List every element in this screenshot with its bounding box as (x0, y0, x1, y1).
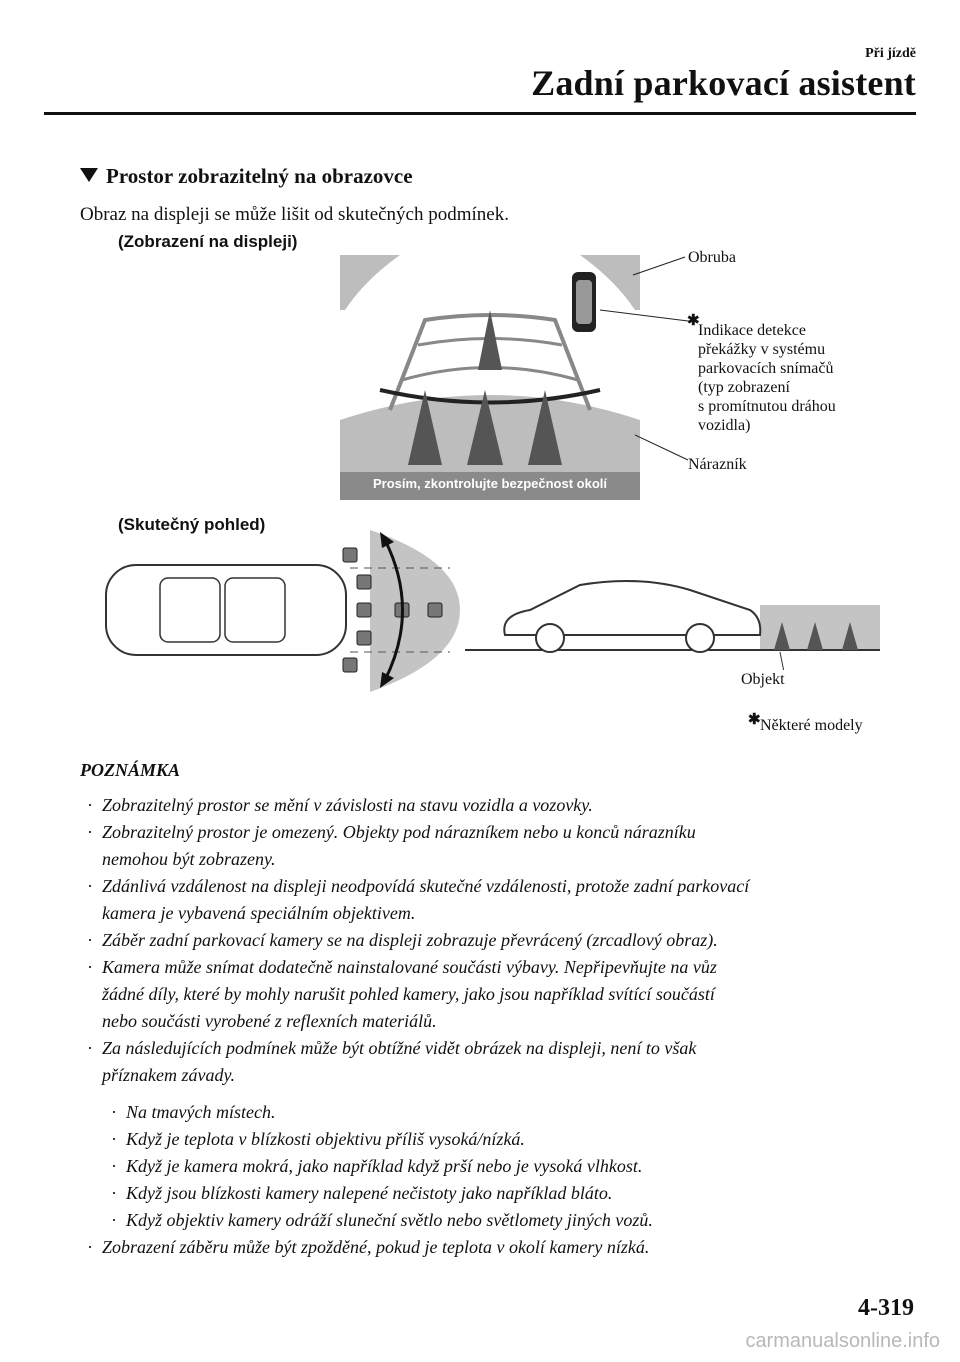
section-heading (80, 164, 413, 189)
side-view-illustration (460, 560, 880, 670)
callout-object: Objekt (741, 671, 785, 688)
watermark: carmanualsonline.info (745, 1330, 940, 1352)
note-sub-item: · Když objektiv kamery odráží sluneční světlo nebo světlomety jiných vozů. (111, 1210, 653, 1230)
note-item: · Za následujících podmínek může být obtížné vidět obrázek na displeji, není to však příznakem závady. (87, 1038, 697, 1085)
chapter-label: Při jízdě (865, 46, 916, 61)
triangle-bullet-icon (80, 168, 98, 182)
note-sub-item: · Když je kamera mokrá, jako například když prší nebo je vysoká vlhkost. (111, 1156, 643, 1176)
note-sub-item: · Když je teplota v blízkosti objektivu příliš vysoká/nízká. (111, 1129, 525, 1149)
actual-view-label: (Skutečný pohled) (118, 515, 266, 534)
callout-bumper: Nárazník (688, 456, 747, 473)
title-divider (44, 112, 916, 115)
note-item: · Zobrazitelný prostor se mění v závislosti na stavu vozidla a vozovky. (87, 795, 593, 815)
callout-curb: Obruba (688, 249, 736, 266)
intro-text: Obraz na displeji se může lišit od skutečných podmínek. (80, 204, 509, 225)
footnote-some-models: Některé modely (760, 717, 863, 734)
callout-indicator: Indikace detekce překážky v systému parkovacích snímačů (typ zobrazení s promítnutou dráhou vozidla) (698, 322, 836, 434)
callout-lines (600, 255, 690, 465)
asterisk-icon: ✱ (687, 313, 700, 329)
note-sub-item: · Když jsou blízkosti kamery nalepené nečistoty jako například bláto. (111, 1183, 613, 1203)
display-screen-illustration (340, 250, 640, 500)
note-item: · Záběr zadní parkovací kamery se na displeji zobrazuje převrácený (zrcadlový obraz). (87, 930, 718, 950)
top-view-illustration (100, 520, 460, 700)
section-heading-text: Prostor zobrazitelný na obrazovce (106, 164, 413, 188)
screen-caption: Prosím, zkontrolujte bezpečnost okolí (372, 476, 608, 491)
display-view-label: (Zobrazení na displeji) (118, 232, 298, 251)
note-item: · Zdánlivá vzdálenost na displeji neodpovídá skutečné vzdálenosti, protože zadní parkovací kamera je vybavená speciálním objektivem. (87, 876, 750, 923)
footnote-asterisk-icon: ✱ (748, 712, 761, 728)
page-number: 4-319 (858, 1295, 914, 1321)
note-item: · Kamera může snímat dodatečně nainstalované součásti výbavy. Nepřipevňujte na vůz žádné díly, které by mohly narušit pohled kamery, jako jsou například svítící součástí nebo součásti vyrobené z reflexních materiálů. (87, 957, 717, 1031)
note-sub-item: · Na tmavých místech. (111, 1102, 276, 1122)
note-item: · Zobrazitelný prostor je omezený. Objekty pod nárazníkem nebo u konců nárazníku nemohou být zobrazeny. (87, 822, 696, 869)
page-title: Zadní parkovací asistent (531, 63, 916, 103)
note-list (80, 792, 920, 1261)
note-title: POZNÁMKA (80, 760, 181, 780)
note-item: · Zobrazení záběru může být zpožděné, pokud je teplota v okolí kamery nízká. (87, 1237, 650, 1257)
